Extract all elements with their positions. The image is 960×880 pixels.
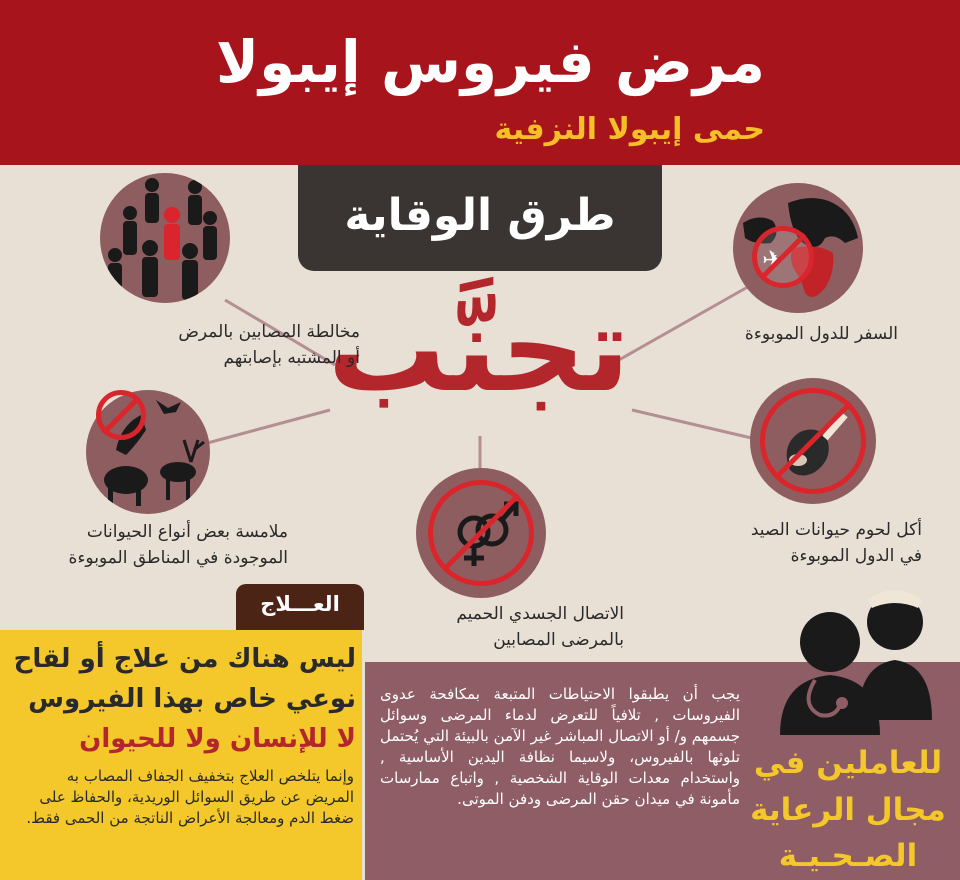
animals-label: ملامسة بعض أنواع الحيوانات الموجودة في المناطق الموبوءة [68,522,288,568]
contact-label: الاتصال الجسدي الحميم بالمرضى المصابين [456,604,624,650]
page-subtitle: حمى إيبولا النزفية [494,112,765,147]
crowd-label: مخالطة المصابين بالمرض أو المشتبه بإصابتهم [178,322,360,368]
treatment-line-1: ليس هناك من علاج أو لقاح [13,644,356,674]
crowd-icon-circle [100,173,230,303]
health-workers-icon [770,570,940,740]
treatment-line-2: نوعي خاص بهذا الفيروس [28,684,356,714]
health-workers-heading: للعاملين في مجال الرعاية الصـحـيـة [750,745,946,874]
section-title: طرق الوقاية [344,190,616,241]
crowd-icon [100,173,230,303]
meat-label: أكل لحوم حيوانات الصيد في الدول الموبوءة [750,520,922,566]
treatment-body: وإنما يتلخص العلاج بتخفيف الجفاف المصاب به المريض عن طريق السوائل الوريدية، والحفاظ على ضغط الدم ومعالجة الأعراض الناتجة من الحمى فقط. [26,767,354,827]
health-workers-body: يجب أن يطبقوا الاحتياطات المتبعة بمكافحة عدوى الفيروسات , تلافياً للتعرض لدماء المرضى وسوائل جسمهم و/ أو الاتصال المباشر غير الآمن بالبيئة التي يُحتمل تلوثها بالفيروس، ولاسيما نظافة اليدين الأساسية , واستخدام معدات الوقاية الشخصية , واتباع ممارسات مأمونة في ميدان حقن المرضى ودفن الموتى. [380,685,740,808]
treatment-line-3: لا للإنسان ولا للحيوان [79,724,356,754]
avoid-heading: تجنَّب [327,280,630,418]
page-title: مرض فيروس إيبولا [215,28,765,96]
travel-label: السفر للدول الموبوءة [744,324,898,344]
plane-icon: ✈ [762,246,784,276]
treatment-tab-label: العـــلاج [260,592,340,616]
